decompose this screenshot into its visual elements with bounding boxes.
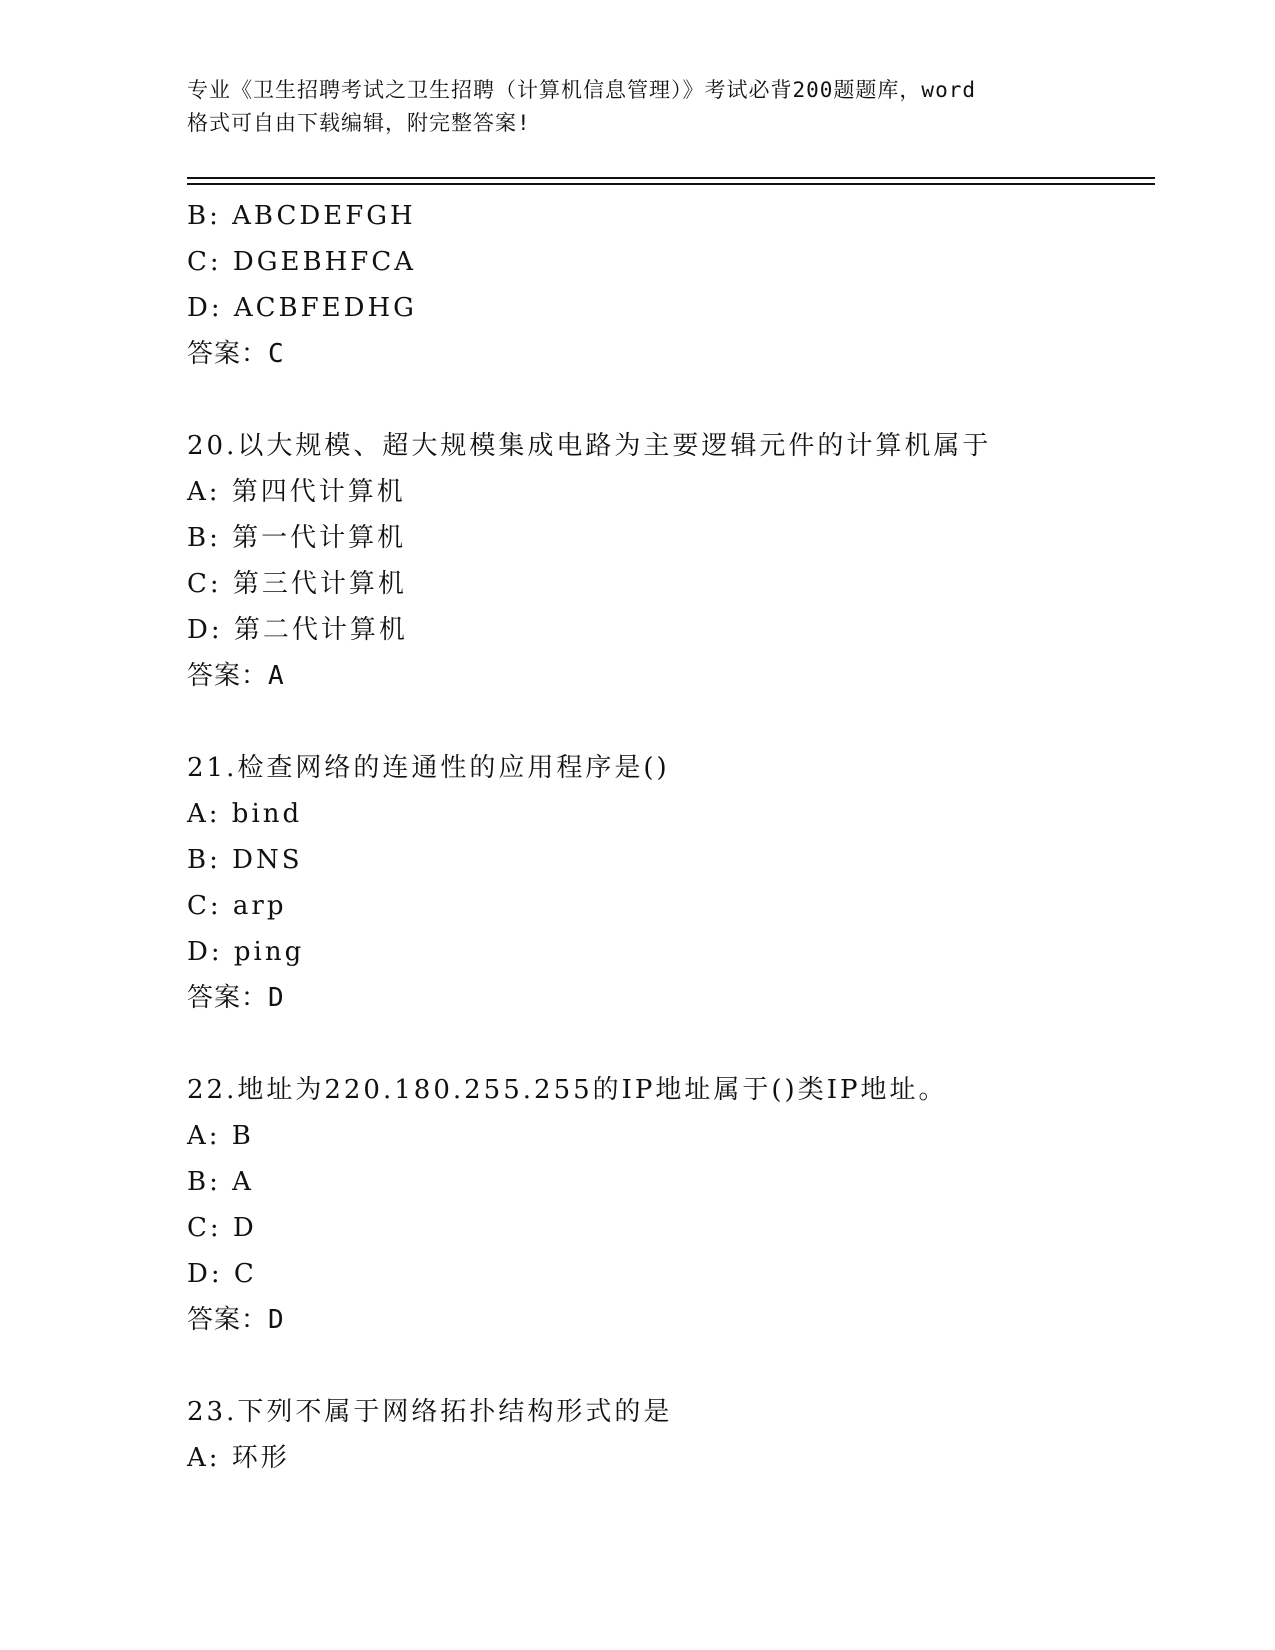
question-stem: 21.检查网络的连通性的应用程序是() (187, 753, 670, 783)
question-stem: 20.以大规模、超大规模集成电路为主要逻辑元件的计算机属于 (187, 431, 992, 461)
answer-line: 答案：A (187, 661, 285, 691)
question-20 (187, 423, 1147, 699)
question-21 (187, 745, 1147, 1021)
option-b: B: 第一代计算机 (187, 523, 407, 553)
question-stem: 22.地址为220.180.255.255的IP地址属于()类IP地址。 (187, 1075, 948, 1105)
spacer (187, 1343, 1147, 1389)
option-b: B: ABCDEFGH (187, 201, 416, 231)
question-19-continuation (187, 193, 1147, 377)
answer-line: 答案：C (187, 339, 285, 369)
option-d: D: ACBFEDHG (187, 293, 417, 323)
spacer (187, 1021, 1147, 1067)
option-c: C: DGEBHFCA (187, 247, 417, 277)
option-a: A: bind (187, 799, 303, 829)
option-b: B: DNS (187, 845, 303, 875)
question-23 (187, 1389, 1147, 1481)
header-line-2: 格式可自由下载编辑，附完整答案! (187, 111, 531, 135)
option-a: A: B (187, 1121, 254, 1151)
answer-line: 答案：D (187, 983, 285, 1013)
option-b: B: A (187, 1167, 254, 1197)
spacer (187, 377, 1147, 423)
option-d: D: C (187, 1259, 257, 1289)
option-c: C: 第三代计算机 (187, 569, 407, 599)
option-d: D: 第二代计算机 (187, 615, 408, 645)
option-d: D: ping (187, 937, 305, 967)
header-divider-bottom (187, 183, 1155, 185)
question-stem: 23.下列不属于网络拓扑结构形式的是 (187, 1397, 673, 1427)
header-line-1: 专业《卫生招聘考试之卫生招聘（计算机信息管理）》考试必背200题题库，word (187, 78, 976, 102)
header-divider-top (187, 177, 1155, 179)
option-a: A: 第四代计算机 (187, 477, 406, 507)
document-header (187, 74, 1087, 140)
question-list (187, 193, 1147, 1481)
option-c: C: arp (187, 891, 287, 921)
option-c: C: D (187, 1213, 257, 1243)
option-a: A: 环形 (187, 1443, 290, 1473)
spacer (187, 699, 1147, 745)
question-22 (187, 1067, 1147, 1343)
answer-line: 答案：D (187, 1305, 285, 1335)
